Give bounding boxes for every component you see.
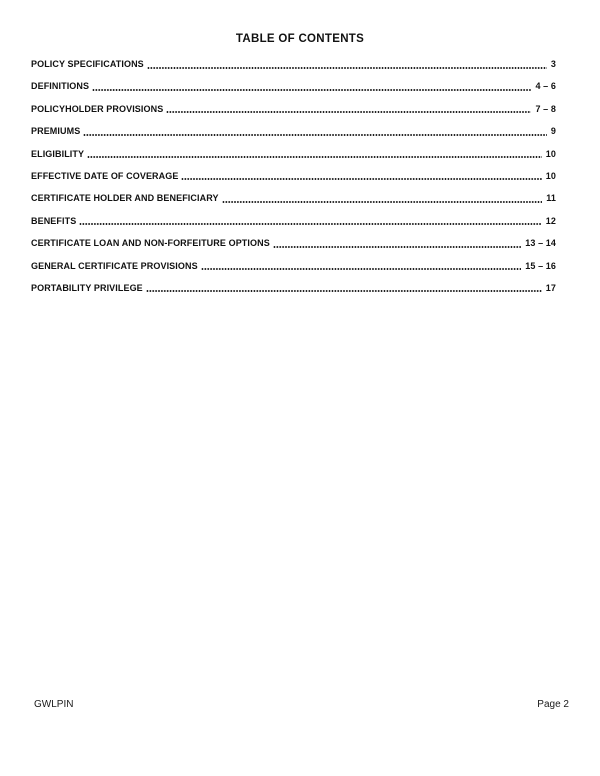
dot-leader <box>146 290 542 292</box>
dot-leader <box>273 246 521 248</box>
toc-entry-label: PORTABILITY PRIVILEGE <box>31 282 143 293</box>
toc-entry-page: 9 <box>550 126 556 137</box>
toc-entry-page: 13 – 14 <box>525 238 556 249</box>
toc-entry-label: POLICY SPECIFICATIONS <box>31 59 144 69</box>
toc-entry-label: CERTIFICATE HOLDER AND BENEFICIARY <box>31 193 219 204</box>
toc-entry-page: 4 – 6 <box>535 81 556 92</box>
dot-leader <box>166 111 531 113</box>
toc-entry-policy-specifications <box>31 59 556 70</box>
toc-entry-page: 12 <box>545 215 556 226</box>
toc-entry-certificate-loan-and-non-forfeiture-options <box>31 238 556 249</box>
dot-leader <box>92 89 531 91</box>
dot-leader <box>181 178 541 180</box>
toc-entry-label: PREMIUMS <box>31 126 81 137</box>
toc-entry-page: 3 <box>550 59 556 69</box>
dot-leader <box>147 67 547 69</box>
dot-leader <box>87 156 542 158</box>
toc-entry-page: 7 – 8 <box>535 103 556 114</box>
dot-leader <box>201 268 522 270</box>
toc-entry-portability-privilege <box>31 283 556 294</box>
toc-entry-label: EFFECTIVE DATE OF COVERAGE <box>31 170 179 181</box>
toc-entry-eligibility <box>31 149 556 160</box>
toc-entry-label: BENEFITS <box>31 215 77 226</box>
toc-entry-effective-date-of-coverage <box>31 171 556 182</box>
dot-leader <box>83 134 547 136</box>
toc-entry-page: 17 <box>545 282 556 293</box>
toc-entry-label: GENERAL CERTIFICATE PROVISIONS <box>31 260 198 271</box>
table-of-contents <box>31 59 556 294</box>
toc-entry-label: DEFINITIONS <box>31 81 90 92</box>
dot-leader <box>222 201 543 203</box>
dot-leader <box>79 223 541 225</box>
page-footer <box>34 699 569 711</box>
toc-entry-label: POLICYHOLDER PROVISIONS <box>31 103 164 114</box>
toc-entry-premiums <box>31 126 556 137</box>
toc-entry-page: 15 – 16 <box>525 260 556 271</box>
footer-page-number: Page 2 <box>537 699 569 710</box>
toc-entry-label: CERTIFICATE LOAN AND NON-FORFEITURE OPTIONS <box>31 238 270 249</box>
toc-entry-benefits <box>31 216 556 227</box>
toc-entry-general-certificate-provisions <box>31 261 556 272</box>
footer-form-code: GWLPIN <box>34 699 74 710</box>
toc-entry-policyholder-provisions <box>31 104 556 115</box>
page-title: TABLE OF CONTENTS <box>235 33 365 45</box>
toc-entry-definitions <box>31 81 556 92</box>
toc-entry-page: 11 <box>546 193 556 204</box>
toc-entry-page: 10 <box>545 170 556 181</box>
toc-entry-page: 10 <box>545 148 556 159</box>
toc-entry-certificate-holder-and-beneficiary <box>31 193 556 204</box>
toc-entry-label: ELIGIBILITY <box>31 148 85 159</box>
